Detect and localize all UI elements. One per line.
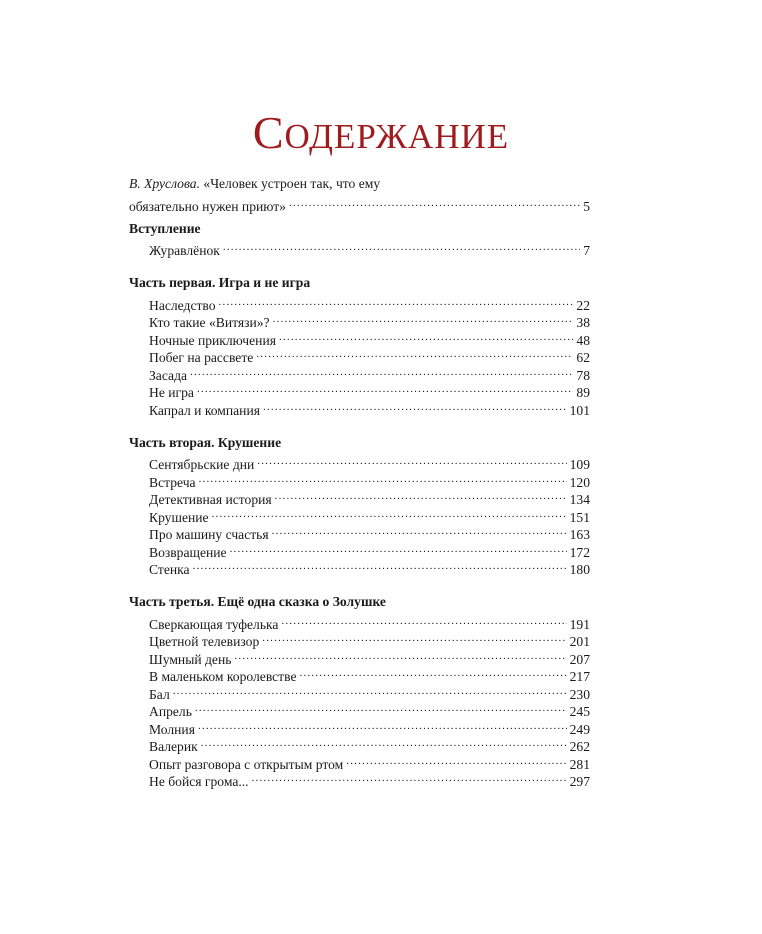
entry-page-number: 201 xyxy=(569,634,590,649)
section-heading: Вступление xyxy=(129,220,201,236)
dot-leader xyxy=(272,522,567,540)
entry-title: Капрал и компания xyxy=(149,402,260,418)
dot-leader xyxy=(173,681,567,699)
dot-leader xyxy=(190,362,573,380)
entry-page-number: 180 xyxy=(569,562,590,577)
entry-title: Побег на рассвете xyxy=(149,350,254,365)
entry-title: Сентябрьские дни xyxy=(149,457,255,472)
dot-leader xyxy=(199,469,567,487)
dot-leader xyxy=(289,193,580,211)
toc-entry xyxy=(129,611,590,632)
intro-title-part-1: «Человек устроен так, что ему xyxy=(203,176,381,191)
entry-page-number: 230 xyxy=(569,686,590,702)
dot-leader xyxy=(195,699,567,717)
entry-page-number: 101 xyxy=(569,402,590,418)
toc-entry xyxy=(129,238,590,256)
entry-title: Кто такие «Витязи»? xyxy=(149,315,270,330)
toc-entry xyxy=(129,380,590,398)
entry-title: Молния xyxy=(149,721,195,737)
entry-title: Журавлёнок xyxy=(149,243,220,258)
entry-page-number: 109 xyxy=(569,457,590,472)
section-heading: Часть первая. Игра и не игра xyxy=(129,275,311,290)
entry-title: Валерик xyxy=(149,739,198,754)
entry-page-number: 207 xyxy=(569,651,590,667)
toc-entry xyxy=(129,397,590,418)
dot-leader xyxy=(223,238,580,256)
dot-leader xyxy=(257,452,566,470)
intro-entry xyxy=(129,175,590,214)
entry-title: Сверкающая туфелька xyxy=(149,616,279,632)
entry-page-number: 245 xyxy=(569,704,590,719)
section-introduction xyxy=(129,220,590,256)
entry-title: Наследство xyxy=(149,297,216,313)
entry-page-number: 217 xyxy=(569,669,590,684)
dot-leader xyxy=(273,310,574,328)
entry-title: Крушение xyxy=(149,509,209,525)
entry-title: Цветной телевизор xyxy=(149,634,260,649)
toc-entry xyxy=(129,681,590,702)
dot-leader xyxy=(279,327,573,345)
dot-leader xyxy=(193,557,567,575)
dot-leader xyxy=(230,539,567,557)
toc-entry xyxy=(129,699,590,717)
entry-page-number: 134 xyxy=(569,492,590,507)
section-heading: Часть вторая. Крушение xyxy=(129,434,282,450)
entry-title: Апрель xyxy=(149,704,192,719)
entry-page-number: 172 xyxy=(569,544,590,560)
entry-page-number: 38 xyxy=(576,315,590,330)
entry-title: Встреча xyxy=(149,474,196,490)
intro-line-2 xyxy=(129,193,590,214)
page-title-capital: С xyxy=(252,107,285,159)
intro-line-1 xyxy=(129,175,590,193)
entry-title: Не игра xyxy=(149,385,194,400)
spacer xyxy=(129,574,590,593)
intro-title-part-2: обязательно нужен приют» xyxy=(129,198,286,214)
dot-leader xyxy=(234,646,566,664)
dot-leader xyxy=(197,380,573,398)
toc-entry xyxy=(129,362,590,383)
entry-page-number: 78 xyxy=(576,367,590,383)
entry-page-number: 262 xyxy=(569,739,590,754)
table-of-contents xyxy=(129,175,590,789)
page-title-rest: ОДЕРЖАНИЕ xyxy=(284,117,510,157)
section-heading: Часть третья. Ещё одна сказка о Золушке xyxy=(129,594,386,609)
section-part-three xyxy=(129,593,590,789)
toc-entry xyxy=(129,734,590,752)
entry-page-number: 89 xyxy=(576,385,590,400)
dot-leader xyxy=(219,292,574,310)
entry-page-number: 48 xyxy=(576,332,590,348)
dot-leader xyxy=(201,734,567,752)
dot-leader xyxy=(300,664,567,682)
entry-title: В маленьком королевстве xyxy=(149,669,297,684)
page-title xyxy=(0,107,762,159)
intro-page-number: 5 xyxy=(583,198,590,214)
entry-title: Стенка xyxy=(149,562,190,577)
toc-entry xyxy=(129,292,590,313)
entry-page-number: 7 xyxy=(583,243,590,258)
entry-page-number: 120 xyxy=(569,474,590,490)
entry-page-number: 163 xyxy=(569,527,590,542)
entry-page-number: 151 xyxy=(569,509,590,525)
section-part-one xyxy=(129,274,590,418)
entry-title: Не бойся грома... xyxy=(149,774,249,789)
toc-entry xyxy=(129,452,590,470)
intro-author: В. Хруслова. xyxy=(129,176,200,191)
entry-title: Опыт разговора с открытым ртом xyxy=(149,756,344,772)
entry-page-number: 62 xyxy=(576,350,590,365)
toc-entry xyxy=(129,469,590,490)
entry-page-number: 249 xyxy=(569,721,590,737)
toc-entry xyxy=(129,557,590,575)
entry-page-number: 281 xyxy=(569,756,590,772)
toc-entry xyxy=(129,716,590,737)
entry-title: Бал xyxy=(149,686,170,702)
dot-leader xyxy=(275,487,567,505)
entry-title: Про машину счастья xyxy=(149,527,269,542)
entry-title: Шумный день xyxy=(149,651,232,667)
dot-leader xyxy=(346,751,566,769)
dot-leader xyxy=(212,504,567,522)
entry-page-number: 297 xyxy=(569,774,590,789)
entry-page-number: 22 xyxy=(576,297,590,313)
dot-leader xyxy=(198,716,567,734)
entry-title: Ночные приключения xyxy=(149,332,276,348)
entry-title: Детективная история xyxy=(149,492,272,507)
dot-leader xyxy=(281,611,566,629)
dot-leader xyxy=(256,345,573,363)
dot-leader xyxy=(263,397,567,415)
dot-leader xyxy=(252,769,567,787)
section-part-two xyxy=(129,434,590,575)
toc-entry xyxy=(129,751,590,772)
entry-title: Возвращение xyxy=(149,544,227,560)
entry-title: Засада xyxy=(149,367,188,383)
toc-entry xyxy=(129,487,590,505)
dot-leader xyxy=(262,629,566,647)
entry-page-number: 191 xyxy=(569,616,590,632)
